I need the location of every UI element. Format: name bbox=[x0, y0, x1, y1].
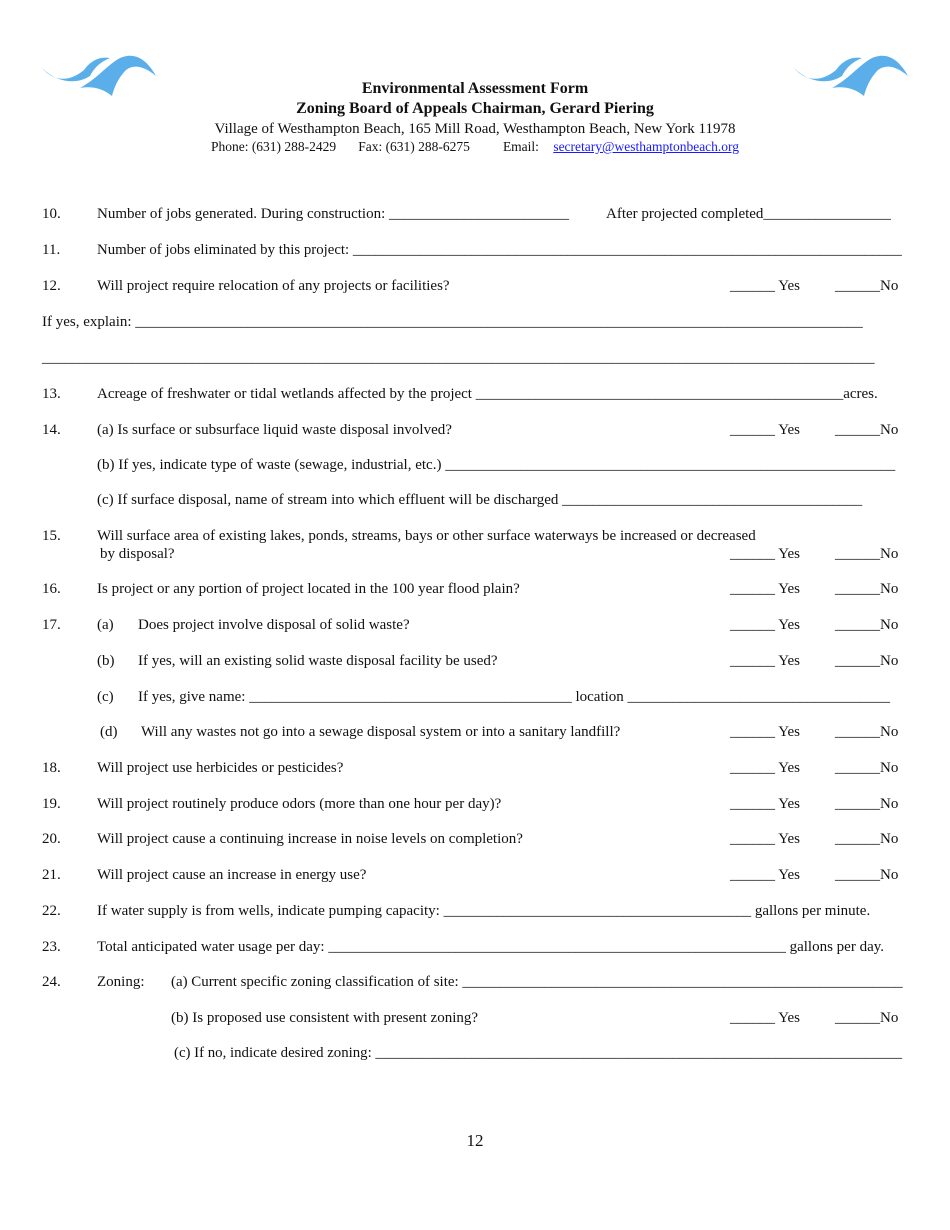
question-text: Will project routinely produce odors (more than one hour per day)? bbox=[97, 796, 502, 812]
no-option[interactable]: ______No bbox=[835, 617, 899, 633]
no-option[interactable]: ______No bbox=[835, 760, 899, 776]
question-text: Will project require relocation of any projects or facilities? bbox=[97, 278, 450, 294]
question-text: (b) Is proposed use consistent with present zoning? bbox=[171, 1010, 479, 1026]
question-text: Will project cause an increase in energy use? bbox=[97, 867, 367, 883]
sub-label: (b) bbox=[97, 653, 115, 669]
question-number: 12. bbox=[42, 278, 61, 294]
question-17b bbox=[0, 651, 950, 671]
question-14c bbox=[0, 490, 950, 510]
question-24b bbox=[0, 1008, 950, 1028]
question-number: 11. bbox=[42, 242, 61, 258]
question-21 bbox=[0, 865, 950, 885]
question-number: 18. bbox=[42, 760, 61, 776]
zoning-label: Zoning: bbox=[97, 974, 145, 990]
question-19 bbox=[0, 794, 950, 814]
question-22 bbox=[0, 901, 950, 921]
desired-zoning-field[interactable]: (c) If no, indicate desired zoning: _______________________________________________________________________ bbox=[174, 1045, 903, 1061]
address: Village of Westhampton Beach, 165 Mill Road, Westhampton Beach, New York 11978 bbox=[214, 121, 736, 137]
yes-option[interactable]: ______ Yes bbox=[730, 617, 801, 633]
question-13 bbox=[0, 384, 950, 404]
question-text: by disposal? bbox=[100, 546, 175, 562]
question-number: 23. bbox=[42, 939, 61, 955]
waste-type-field[interactable]: (b) If yes, indicate type of waste (sewage, industrial, etc.) ____________________________________________________________ bbox=[97, 457, 896, 473]
no-option[interactable]: ______No bbox=[835, 796, 899, 812]
yes-option[interactable]: ______ Yes bbox=[730, 867, 801, 883]
no-option[interactable]: ______No bbox=[835, 1010, 899, 1026]
question-text: Will any wastes not go into a sewage disposal system or into a sanitary landfill? bbox=[141, 724, 621, 740]
question-17c bbox=[0, 687, 950, 707]
question-number: 14. bbox=[42, 422, 61, 438]
question-number: 19. bbox=[42, 796, 61, 812]
question-text: If yes, will an existing solid waste disposal facility be used? bbox=[138, 653, 498, 669]
question-14b bbox=[0, 455, 950, 475]
explain-continuation-field[interactable]: _______________________________________________________________________________________________________________ bbox=[42, 350, 875, 366]
question-14a bbox=[0, 420, 950, 440]
no-option[interactable]: ______No bbox=[835, 278, 899, 294]
question-text: Is project or any portion of project located in the 100 year flood plain? bbox=[97, 581, 520, 597]
question-number: 21. bbox=[42, 867, 61, 883]
question-number: 17. bbox=[42, 617, 61, 633]
sub-label: (d) bbox=[100, 724, 118, 740]
construction-jobs-field[interactable]: Number of jobs generated. During construction: ________________________ bbox=[97, 206, 570, 222]
no-option[interactable]: ______No bbox=[835, 546, 899, 562]
completion-jobs-field[interactable]: After projected completed_________________ bbox=[606, 206, 891, 222]
question-text: Will project use herbicides or pesticides? bbox=[97, 760, 344, 776]
water-usage-field[interactable]: Total anticipated water usage per day: _____________________________________________________________ gallons per day. bbox=[97, 939, 885, 955]
question-24c bbox=[0, 1043, 950, 1063]
question-number: 20. bbox=[42, 831, 61, 847]
explain-field[interactable]: If yes, explain: _________________________________________________________________________________________________ bbox=[42, 314, 863, 330]
question-18 bbox=[0, 758, 950, 778]
question-text: Will surface area of existing lakes, ponds, streams, bays or other surface waterways be increased or decreased bbox=[97, 528, 756, 544]
question-16 bbox=[0, 579, 950, 599]
contact-line bbox=[0, 139, 950, 155]
question-number: 16. bbox=[42, 581, 61, 597]
question-17a bbox=[0, 615, 950, 635]
stream-name-field[interactable]: (c) If surface disposal, name of stream into which effluent will be discharged ________________________________________ bbox=[97, 492, 863, 508]
question-text: Does project involve disposal of solid waste? bbox=[138, 617, 410, 633]
explain-line bbox=[0, 312, 950, 332]
question-number: 15. bbox=[42, 528, 61, 544]
yes-option[interactable]: ______ Yes bbox=[730, 278, 801, 294]
question-text: Will project cause a continuing increase in noise levels on completion? bbox=[97, 831, 523, 847]
email-link[interactable]: secretary@westhamptonbeach.org bbox=[553, 139, 740, 154]
no-option[interactable]: ______No bbox=[835, 831, 899, 847]
blank-line bbox=[0, 348, 950, 368]
zoning-classification-field[interactable]: (a) Current specific zoning classification of site: ___________________________________________________________ bbox=[171, 974, 903, 990]
yes-option[interactable]: ______ Yes bbox=[730, 831, 801, 847]
sub-label: (c) bbox=[97, 689, 114, 705]
wetlands-acreage-field[interactable]: Acreage of freshwater or tidal wetlands affected by the project _________________________________________________acres. bbox=[97, 386, 878, 402]
question-12 bbox=[0, 276, 950, 296]
question-23 bbox=[0, 937, 950, 957]
no-option[interactable]: ______No bbox=[835, 653, 899, 669]
question-17d bbox=[0, 722, 950, 742]
email-label: Email: bbox=[502, 139, 539, 154]
no-option[interactable]: ______No bbox=[835, 867, 899, 883]
fax: Fax: (631) 288-6275 bbox=[358, 139, 470, 154]
question-number: 10. bbox=[42, 206, 61, 222]
facility-name-location-field[interactable]: If yes, give name: ___________________________________________ location ___________________________________ bbox=[138, 689, 891, 705]
question-15-cont bbox=[0, 544, 950, 564]
yes-option[interactable]: ______ Yes bbox=[730, 760, 801, 776]
question-20 bbox=[0, 829, 950, 849]
no-option[interactable]: ______No bbox=[835, 581, 899, 597]
question-24a bbox=[0, 972, 950, 992]
pumping-capacity-field[interactable]: If water supply is from wells, indicate pumping capacity: _________________________________________ gallons per minute. bbox=[97, 903, 871, 919]
question-number: 22. bbox=[42, 903, 61, 919]
yes-option[interactable]: ______ Yes bbox=[730, 422, 801, 438]
question-11 bbox=[0, 240, 950, 260]
page-number: 12 bbox=[466, 1131, 484, 1150]
question-10 bbox=[0, 204, 950, 224]
letterhead bbox=[0, 79, 950, 155]
yes-option[interactable]: ______ Yes bbox=[730, 581, 801, 597]
question-number: 24. bbox=[42, 974, 61, 990]
yes-option[interactable]: ______ Yes bbox=[730, 546, 801, 562]
form-title: Environmental Assessment Form bbox=[361, 80, 589, 97]
question-text: (a) Is surface or subsurface liquid waste disposal involved? bbox=[97, 422, 452, 438]
question-number: 13. bbox=[42, 386, 61, 402]
yes-option[interactable]: ______ Yes bbox=[730, 796, 801, 812]
no-option[interactable]: ______No bbox=[835, 724, 899, 740]
yes-option[interactable]: ______ Yes bbox=[730, 724, 801, 740]
phone: Phone: (631) 288-2429 bbox=[210, 139, 337, 154]
form-subtitle: Zoning Board of Appeals Chairman, Gerard Piering bbox=[296, 100, 654, 117]
jobs-eliminated-field[interactable]: Number of jobs eliminated by this project: __________________________________________________________________________ bbox=[97, 242, 902, 258]
yes-option[interactable]: ______ Yes bbox=[730, 1010, 801, 1026]
yes-option[interactable]: ______ Yes bbox=[730, 653, 801, 669]
question-15 bbox=[0, 526, 950, 546]
no-option[interactable]: ______No bbox=[835, 422, 899, 438]
sub-label: (a) bbox=[97, 617, 114, 633]
